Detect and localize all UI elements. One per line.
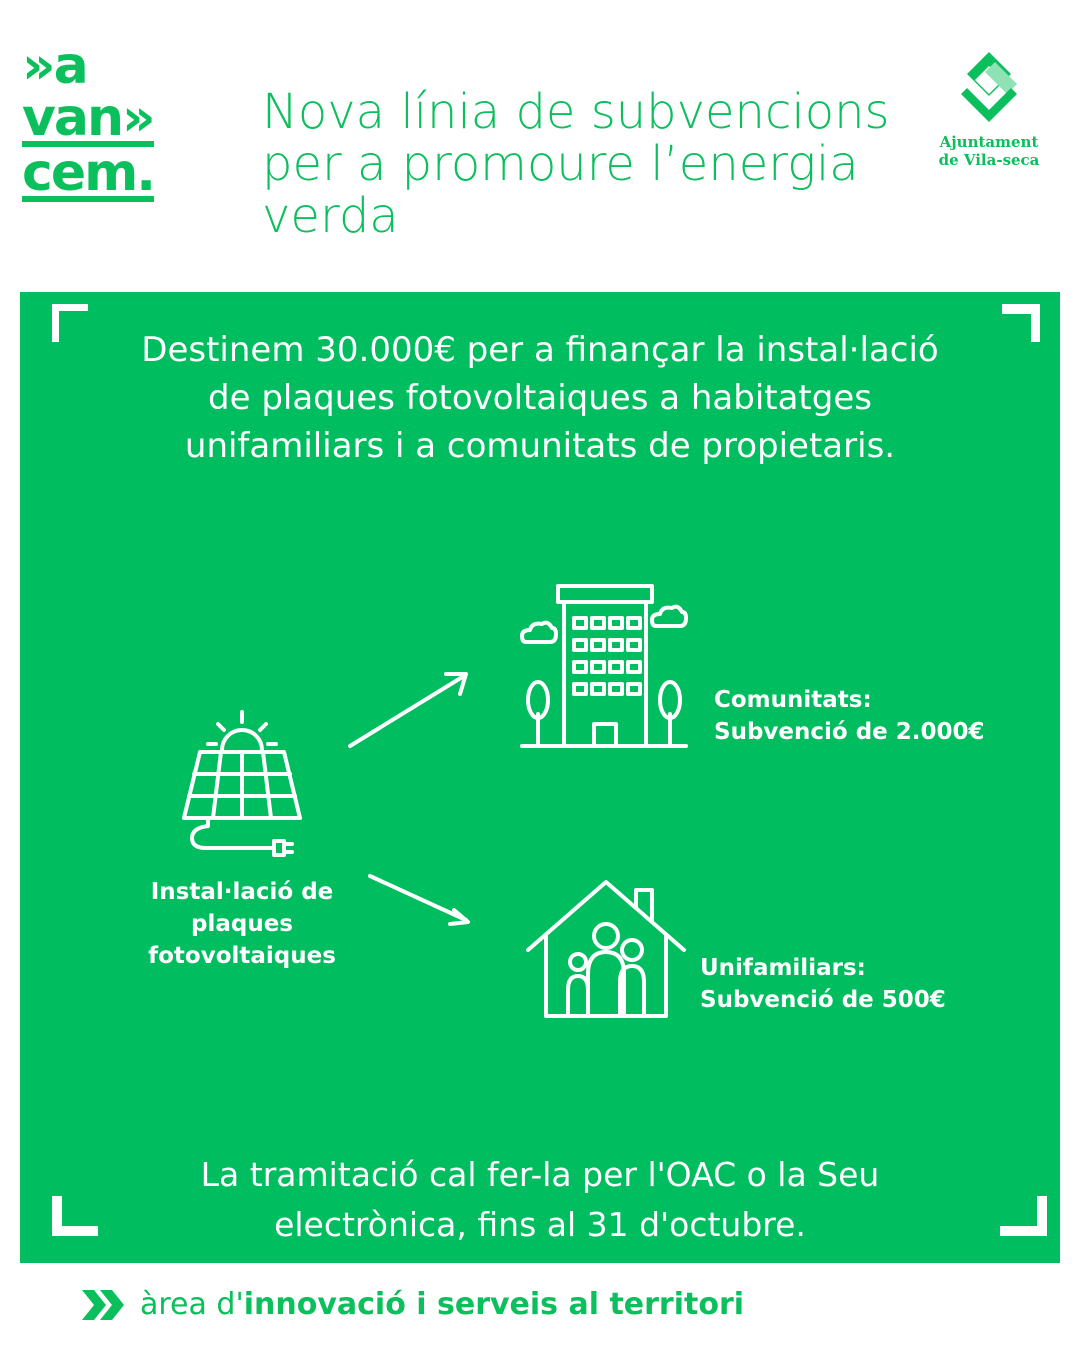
arrow-icon <box>340 662 500 762</box>
solar-panel-icon <box>178 710 308 860</box>
communities-line-1: Comunitats: <box>714 687 872 713</box>
solar-label-line-1: Instal·lació de <box>150 879 334 905</box>
info-panel <box>20 292 1060 1263</box>
solar-label-line-2: plaques <box>191 911 293 937</box>
single-family-label <box>700 952 946 1016</box>
intro-line-2: de plaques fotovoltaiques a habitatges <box>208 378 872 418</box>
solar-installation-label <box>132 876 352 972</box>
footer-area-name: innovació i serveis al territori <box>243 1287 745 1322</box>
solar-label-line-3: fotovoltaiques <box>148 943 336 969</box>
municipality-line-2: de Vila-seca <box>938 151 1040 169</box>
closing-line-2: electrònica, fins al 31 d'octubre. <box>274 1205 806 1244</box>
communities-label <box>714 684 985 748</box>
single-family-line-2: Subvenció de 500€ <box>700 987 946 1013</box>
intro-line-3: unifamiliars i a comunitats de propietaris. <box>184 426 896 466</box>
title-line-1: Nova línia de subvencions <box>262 84 890 140</box>
footer-prefix: àrea d' <box>140 1287 244 1322</box>
municipality-line-1: Ajuntament <box>939 133 1039 151</box>
communities-line-2: Subvenció de 2.000€ <box>714 719 985 745</box>
logo-line-2: van» <box>22 88 154 148</box>
intro-text <box>20 326 1060 470</box>
intro-line-1: Destinem 30.000€ per a finançar la instal·lació <box>141 330 939 370</box>
family-house-icon <box>524 878 690 1020</box>
page-title <box>262 86 922 242</box>
closing-text <box>20 1150 1060 1250</box>
title-line-2: per a promoure l’energia <box>262 136 859 192</box>
double-chevron-icon <box>80 1290 126 1320</box>
avancem-logo <box>22 36 222 203</box>
title-line-3: verda <box>262 188 399 244</box>
logo-line-1: »a <box>22 36 87 96</box>
municipality-logo-icon <box>957 52 1021 122</box>
municipality-logo <box>930 52 1048 169</box>
closing-line-1: La tramitació cal fer-la per l'OAC o la Seu <box>200 1155 880 1194</box>
single-family-line-1: Unifamiliars: <box>700 955 866 981</box>
logo-line-3: cem. <box>22 143 155 203</box>
apartment-building-icon <box>520 584 690 750</box>
arrow-icon <box>360 862 500 932</box>
footer-area <box>80 1285 744 1325</box>
